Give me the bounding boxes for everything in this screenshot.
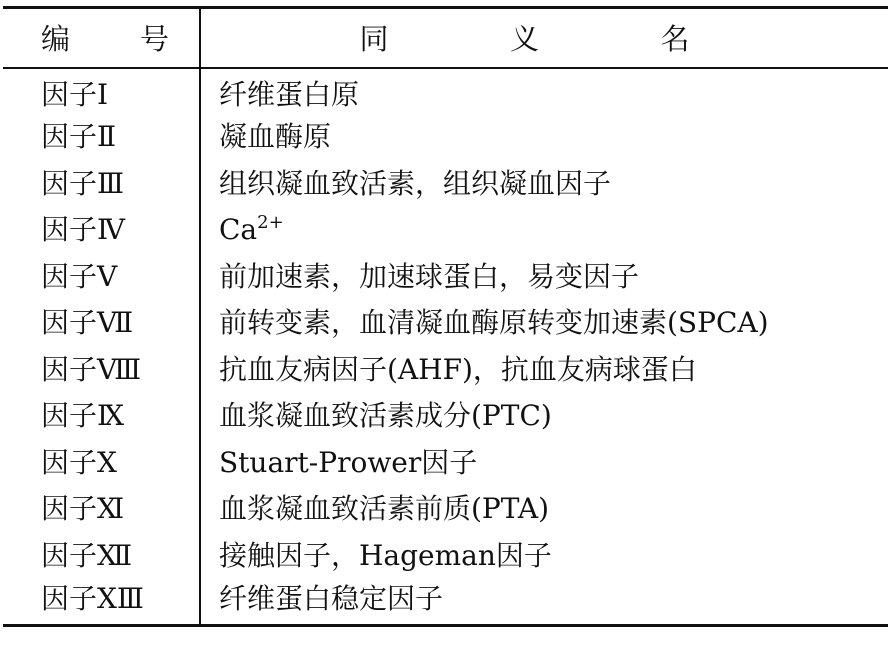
synonym-cell: 纤维蛋白稳定因子 [200, 579, 888, 626]
header-row [3, 8, 888, 68]
factor-cell: 因子Ⅴ [3, 254, 200, 301]
synonym-superscript: 2+ [257, 212, 284, 234]
factor-cell: 因子Ⅰ [3, 68, 200, 115]
table-body [3, 68, 888, 626]
factor-cell: 因子Ⅲ [3, 161, 200, 208]
factor-cell: 因子Ⅱ [3, 114, 200, 161]
factor-synonym-table [3, 6, 888, 627]
synonym-cell: 前加速素，加速球蛋白，易变因子 [219, 259, 640, 293]
synonym-cell [200, 207, 888, 254]
table-row [3, 579, 888, 626]
factor-cell: 因子Ⅷ [3, 347, 200, 394]
header-synonym-char-1: 同 [359, 22, 389, 57]
table-row [3, 114, 888, 161]
table-row [3, 254, 888, 301]
table-row [3, 161, 888, 208]
synonym-cell: 血浆凝血致活素成分(PTC) [219, 399, 552, 433]
synonym-cell: 凝血酶原 [219, 120, 332, 154]
header-number-char-2: 号 [139, 22, 169, 57]
synonym-cell: 组织凝血致活素，组织凝血因子 [219, 166, 612, 200]
factor-cell: 因子Ⅺ [3, 486, 200, 533]
table-row [3, 533, 888, 580]
factor-cell: 因子Ⅶ [3, 300, 200, 347]
table-header [3, 8, 888, 68]
table-row [3, 440, 888, 487]
synonym-cell: Stuart-Prower因子 [219, 445, 478, 479]
table-row [3, 486, 888, 533]
header-number-char-1: 编 [41, 22, 71, 57]
table-row [3, 68, 888, 115]
factor-cell: 因子Ⅻ [3, 533, 200, 580]
factor-cell: 因子Ⅹ [3, 440, 200, 487]
factor-cell: 因子Ⅸ [3, 393, 200, 440]
header-synonym [200, 8, 888, 68]
table-row [3, 207, 888, 254]
header-synonym-char-3: 名 [660, 22, 690, 57]
factor-cell: 因子XⅢ [3, 579, 200, 626]
header-synonym-char-2: 义 [509, 22, 539, 57]
table-row [3, 300, 888, 347]
table-row [3, 393, 888, 440]
synonym-cell: 抗血友病因子(AHF)，抗血友病球蛋白 [219, 352, 697, 386]
synonym-base-text: Ca [219, 213, 258, 247]
factor-cell: 因子Ⅳ [3, 207, 200, 254]
synonym-cell: 前转变素，血清凝血酶原转变加速素(SPCA) [219, 306, 769, 340]
synonym-cell: 接触因子，Hageman因子 [219, 538, 552, 572]
table-row [3, 347, 888, 394]
coagulation-factor-table [3, 6, 888, 654]
synonym-cell: 纤维蛋白原 [219, 78, 360, 112]
synonym-cell: 血浆凝血致活素前质(PTA) [219, 492, 550, 526]
header-number [3, 8, 200, 68]
